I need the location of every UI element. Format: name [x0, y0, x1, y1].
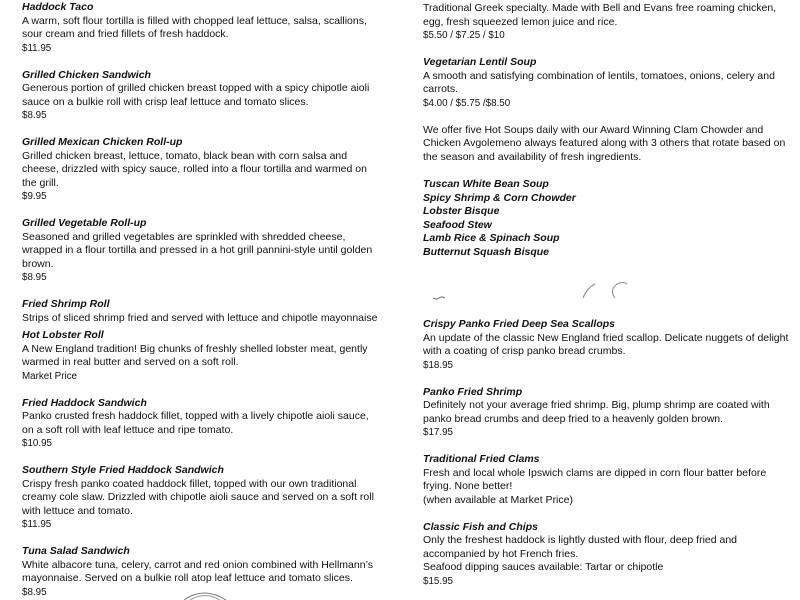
menu-item-hot-lobster-roll	[22, 329, 382, 383]
item-title: Traditional Fried Clams	[423, 453, 540, 465]
item-title: Hot Lobster Roll	[22, 329, 104, 341]
item-description: Grilled chicken breast, lettuce, tomato, black bean with corn salsa and cheese, drizzled with spicy sauce, rolled into a flour tortilla and warmed on the grill.	[22, 149, 367, 189]
item-price: $11.95	[22, 519, 52, 530]
item-price: $15.95	[423, 575, 453, 587]
item-title: Fried Shrimp Roll	[22, 298, 110, 310]
item-title: Classic Fish and Chips	[423, 520, 538, 533]
item-description: Crispy fresh panko coated haddock fillet, topped with our own traditional creamy cole slaw. Drizzled with chipotle aioli sauce and served on a soft roll with lettuce and tomato.	[22, 477, 374, 517]
menu-item-crispy-panko-fried-deep-sea-scallops	[423, 318, 793, 372]
menu-item-vegetarian-lentil-soup	[423, 56, 793, 110]
item-title: Grilled Chicken Sandwich	[22, 68, 151, 81]
item-description: A New England tradition! Big chunks of freshly shelled lobster meat, gently warmed in real butter and served on a soft roll.	[22, 342, 368, 368]
item-description: An update of the classic New England fried scallop. Delicate nuggets of delight with a coating of crisp panko bread crumbs.	[423, 331, 789, 357]
item-description: Panko crusted fresh haddock fillet, topped with a lively chipotle aioli sauce, on a soft roll with leaf lettuce and ripe tomato.	[22, 410, 369, 436]
soup-item: Lobster Bisque	[423, 205, 500, 218]
item-title: Grilled Vegetable Roll-up	[22, 217, 147, 229]
soup-item: Lamb Rice & Spinach Soup	[423, 232, 560, 245]
right-menu-column-lower	[423, 318, 793, 588]
soup-item: Butternut Squash Bisque	[423, 245, 550, 258]
item-note: Seafood dipping sauces available: Tartar or chipotle	[423, 561, 664, 573]
item-description: Only the freshest haddock is lightly dusted with flour, deep fried and accompanied by hot French fries.	[423, 534, 738, 560]
item-description: Traditional Greek specialty. Made with Bell and Evans free roaming chicken, egg, fresh squeezed lemon juice and rice.	[423, 2, 777, 28]
right-menu-column	[423, 2, 793, 164]
menu-item-grilled-vegetable-roll-up	[22, 217, 382, 285]
soup-list	[423, 178, 576, 260]
menu-item-southern-style-fried-haddock-sandwich	[22, 464, 382, 532]
item-description: Strips of sliced shrimp fried and served with lettuce and chipotle mayonnaise	[22, 311, 378, 324]
item-price: $4.00 / $5.75 /$8.50	[423, 97, 511, 109]
menu-item-chicken-avgolemeno	[423, 2, 793, 43]
item-price: Market Price	[22, 370, 77, 382]
item-title: Fried Haddock Sandwich	[22, 396, 147, 409]
item-price: $8.95	[22, 272, 47, 283]
item-description: Generous portion of grilled chicken breast topped with a spicy chipotle aioli sauce on a bulkie roll with crisp leaf lettuce and tomato slices.	[22, 82, 370, 108]
item-price: $5.50 / $7.25 / $10	[423, 30, 505, 41]
item-title: Haddock Taco	[22, 1, 94, 13]
item-title: Grilled Mexican Chicken Roll-up	[22, 136, 183, 148]
item-price: $17.95	[423, 427, 453, 438]
item-description: Seasoned and grilled vegetables are sprinkled with shredded cheese, wrapped in a flour tortilla and pressed in a hot grill pannini-style until golden brown.	[22, 230, 373, 270]
left-menu-column	[22, 1, 382, 599]
item-price: $10.95	[22, 438, 52, 449]
soup-item: Tuscan White Bean Soup	[423, 178, 549, 190]
item-description: A warm, soft flour tortilla is filled with chopped leaf lettuce, salsa, scallions, sour cream and fried fillets of fresh haddock.	[22, 14, 367, 40]
item-price: $8.95	[22, 586, 47, 598]
menu-item-panko-fried-shrimp	[423, 386, 793, 440]
item-title: Tuna Salad Sandwich	[22, 545, 130, 557]
item-description: A smooth and satisfying combination of lentils, tomatoes, onions, celery and carrots.	[423, 69, 775, 95]
item-description: Fresh and local whole Ipswich clams are dipped in corn flour batter before frying. None better!	[423, 466, 767, 492]
item-title: Southern Style Fried Haddock Sandwich	[22, 464, 224, 476]
soup-item: Spicy Shrimp & Corn Chowder	[423, 191, 576, 204]
item-title: Crispy Panko Fried Deep Sea Scallops	[423, 318, 615, 330]
item-price: $11.95	[22, 42, 52, 54]
item-price: $9.95	[22, 191, 47, 202]
decorative-sketch	[180, 588, 230, 600]
item-note: (when available at Market Price)	[423, 493, 573, 506]
menu-item-classic-fish-and-chips	[423, 521, 793, 589]
item-price: $8.95	[22, 110, 47, 121]
menu-item-fried-shrimp-roll	[22, 298, 382, 325]
decorative-sketch	[425, 278, 645, 304]
item-description: White albacore tuna, celery, carrot and red onion combined with Hellmann’s mayonnaise. Served on a bulkie roll atop leaf lettuce and tomato slices.	[22, 558, 373, 584]
menu-item-fried-haddock-sandwich	[22, 397, 382, 451]
soup-item: Seafood Stew	[423, 218, 492, 231]
menu-item-haddock-taco	[22, 1, 382, 55]
item-title: Vegetarian Lentil Soup	[423, 56, 537, 68]
item-description: Definitely not your average fried shrimp. Big, plump shrimp are coated with panko bread crumbs and deep fried to a heavenly golden brown.	[423, 399, 770, 425]
menu-item-traditional-fried-clams	[423, 453, 793, 507]
menu-item-grilled-mexican-chicken-roll-up	[22, 136, 382, 204]
hot-soups-note: We offer five Hot Soups daily with our Award Winning Clam Chowder and Chicken Avgolemeno always featured along with 3 others that rotate based on the season and availability of fresh ingredients.	[423, 123, 786, 163]
item-price: $18.95	[423, 359, 453, 371]
item-title: Panko Fried Shrimp	[423, 385, 523, 398]
menu-item-grilled-chicken-sandwich	[22, 69, 382, 123]
